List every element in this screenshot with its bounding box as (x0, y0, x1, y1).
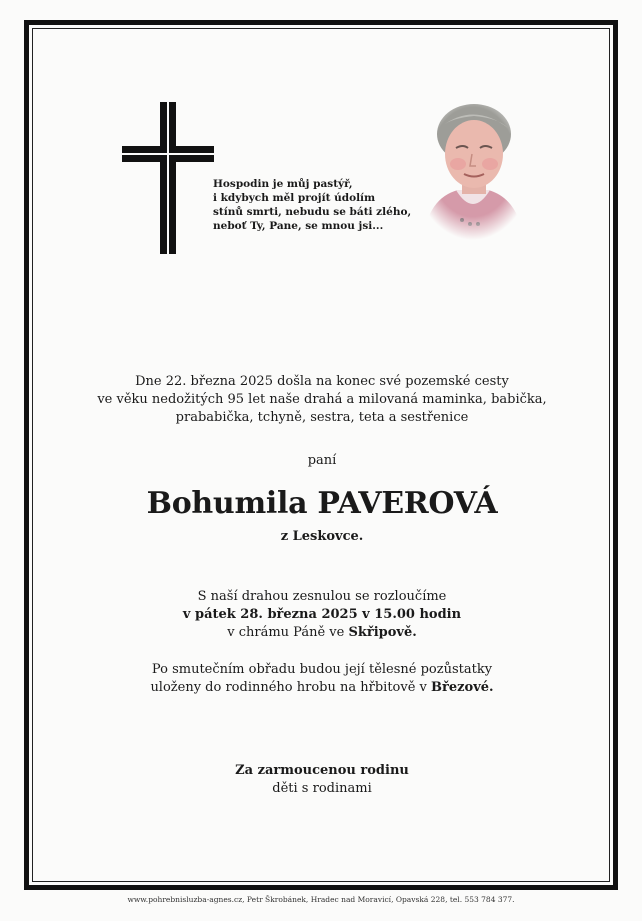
burial-location-prefix: uloženy do rodinného hrobu na hřbitově v (150, 680, 432, 695)
announcement-line: prababička, tchyně, sestra, teta a sestřenice (175, 410, 469, 425)
burial-location (60, 679, 584, 697)
psalm-line: stínů smrti, nebudu se báti zlého, (213, 206, 412, 218)
cross-icon (122, 102, 214, 254)
ceremony-datetime: v pátek 28. března 2025 v 15.00 hodin (182, 607, 462, 622)
deceased-origin: z Leskovce. (280, 529, 364, 544)
psalm-line: Hospodin je můj pastýř, (213, 178, 353, 190)
ceremony-place: Skřipově. (348, 625, 417, 640)
funeral-service-footer: www.pohrebnisluzba-agnes.cz, Petr Škrobánek, Hradec nad Moravicí, Opavská 228, tel. 553 784 377. (127, 895, 515, 904)
announcement-line: Dne 22. března 2025 došla na konec své pozemské cesty (135, 374, 509, 389)
family-line: Za zarmoucenou rodinu (235, 763, 409, 778)
ceremony-location (60, 624, 584, 642)
psalm-line: neboť Ty, Pane, se mnou jsi... (213, 220, 384, 232)
psalm-line: i kdybych měl projít údolím (213, 192, 376, 204)
psalm-verse (213, 177, 423, 233)
burial-place: Březové. (431, 680, 494, 695)
deceased-name: Bohumila PAVEROVÁ (146, 486, 498, 521)
burial-details (60, 661, 584, 697)
burial-line: Po smutečním obřadu budou její tělesné pozůstatky (151, 662, 493, 677)
ceremony-details (60, 588, 584, 642)
deceased-portrait (418, 98, 528, 240)
death-announcement (60, 373, 584, 427)
ceremony-location-prefix: v chrámu Páně ve (227, 625, 349, 640)
ceremony-intro: S naší drahou zesnulou se rozloučíme (197, 589, 447, 604)
announcement-line: ve věku nedožitých 95 let naše drahá a milovaná maminka, babička, (97, 392, 547, 407)
salutation: paní (307, 453, 337, 468)
family-subline: děti s rodinami (272, 781, 372, 796)
family-signature (60, 762, 584, 798)
